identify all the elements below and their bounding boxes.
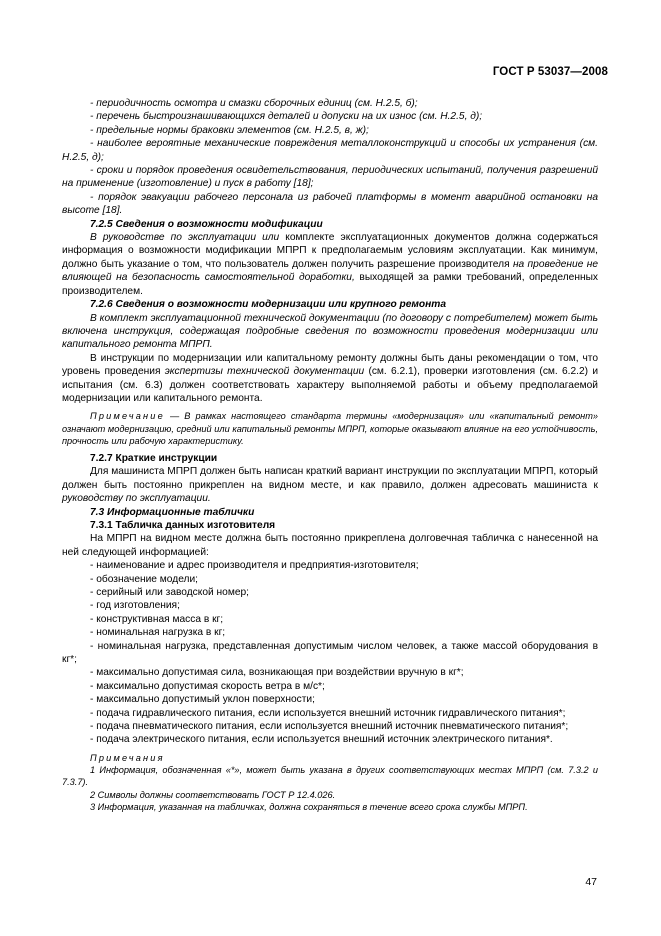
paragraph-7-2-6-b	[62, 352, 598, 406]
list-item: - наименование и адрес производителя и предприятия-изготовителя;	[90, 560, 419, 572]
section-heading-7-3: 7.3 Информационные таблички	[90, 506, 255, 518]
note-item: 2 Символы должны соответствовать ГОСТ Р 12.4.026.	[90, 789, 336, 800]
list-item: - перечень быстроизнашивающихся деталей и допуски на их износ (см. Н.2.5, д);	[90, 111, 483, 123]
text-italic: В руководстве по эксплуатации или	[90, 232, 280, 244]
note-text: — В рамках настоящего стандарта термины «модернизация» или «капитальный ремонт» означают модернизацию, средний или капитальный ремонты МПРП, которые оказывают влияние на его устойчивость, прочность или рабочую характеристику.	[62, 411, 598, 446]
page-number: 47	[585, 876, 597, 888]
notes-label: Примечания	[90, 752, 165, 763]
list-item: - максимально допустимая скорость ветра в м/с*;	[90, 680, 325, 692]
paragraph-7-2-7	[62, 465, 598, 505]
list-item: - подача пневматического питания, если используется внешний источник пневматического питания*;	[90, 721, 569, 733]
note-item: 1 Информация, обозначенная «*», может быть указана в других соответствующих местах МПРП (см. 7.3.2 и 7.3.7).	[62, 765, 598, 788]
list-item: - максимально допустимый уклон поверхности;	[90, 694, 315, 706]
text: В инструкции по модернизации или капитальному ремонту должны быть даны рекомендации о том, что уровень проведения	[62, 352, 598, 378]
list-item: - год изготовления;	[90, 600, 180, 612]
list-item: - подача гидравлического питания, если используется внешний источник гидравлического питания*;	[90, 707, 566, 719]
list-item: - конструктивная масса в кг;	[90, 613, 224, 625]
section-heading-7-2-5: 7.2.5 Сведения о возможности модификации	[90, 218, 323, 230]
text-italic: экспертизы технической документации	[164, 366, 365, 378]
list-item: - номинальная нагрузка в кг;	[90, 627, 226, 639]
list-item: - порядок эвакуации рабочего персонала из рабочей платформы в момент аварийной остановки на высоте [18].	[62, 191, 598, 217]
section-heading-7-2-7: 7.2.7 Краткие инструкции	[90, 452, 218, 464]
text: комплекте эксплуатационных документов должна содержаться информация о возможности модификации МПРП к предполагаемым условиям эксплуатации. Как минимум, должно быть указание о том, что пользователь должен получить разрешение производителя	[62, 232, 598, 270]
list-item: - максимально допустимая сила, возникающая при воздействии вручную в кг*;	[90, 667, 464, 679]
paragraph-7-3-1: На МПРП на видном месте должна быть постоянно прикреплена долговечная табличка с нанесенной на ней следующей информацией:	[62, 533, 598, 558]
text: (см. 6.2.1), проверки изготовления (см. 6.2.2) и испытания (см. 6.3) должен соответствовать характеру выполняемой работы и объему предполагаемой модернизации или капитального ремонта.	[62, 366, 599, 404]
text: выходящей за рамки требований, определенных производителем.	[62, 272, 598, 297]
paragraph-7-2-5	[62, 231, 598, 298]
list-item: - сроки и порядок проведения освидетельствования, периодических испытаний, получения разрешений на применение (изготовление) и пуск в работу [18];	[62, 165, 598, 190]
list-item: - номинальная нагрузка, представленная допустимым числом человек, а также массой оборудования в кг*;	[62, 640, 598, 666]
section-heading-7-2-6: 7.2.6 Сведения о возможности модернизации или крупного ремонта	[90, 299, 447, 311]
list-item: - наиболее вероятные механические повреждения металлоконструкций и способы их устранения (см. Н.2.5, д);	[62, 138, 598, 163]
note-label: Примечание	[90, 411, 165, 422]
note-item: 3 Информация, указанная на табличках, должна сохраняться в течение всего срока службы МПРП.	[90, 801, 528, 812]
text-italic: руководству по эксплуатации.	[62, 493, 211, 505]
list-item: - серийный или заводской номер;	[90, 587, 249, 599]
list-item: - периодичность осмотра и смазки сборочных единиц (см. Н.2.5, б);	[90, 98, 418, 109]
note-7-2-6	[62, 410, 598, 447]
paragraph-7-2-6-a: В комплект эксплуатационной технической документации (по договору с потребителем) может быть включена инструкция, содержащая подробные сведения по возможности проведения модернизации или капитального ремонта МПРП.	[62, 312, 598, 351]
section-heading-7-3-1: 7.3.1 Табличка данных изготовителя	[90, 519, 276, 531]
list-item: - обозначение модели;	[90, 573, 198, 585]
text: Для машиниста МПРП должен быть написан краткий вариант инструкции по эксплуатации МПРП, который должен быть постоянно прикреплен на видном месте, и как правило, должен адресовать машиниста к	[62, 466, 598, 491]
document-body	[62, 97, 598, 813]
text-italic: на проведение не влияющей на безопасность самостоятельной доработки,	[62, 258, 598, 284]
document-header: ГОСТ Р 53037—2008	[492, 66, 608, 78]
list-item: - подача электрического питания, если используется внешний источник электрического питания*.	[90, 734, 553, 746]
list-item: - предельные нормы браковки элементов (см. Н.2.5, в, ж);	[90, 124, 369, 136]
